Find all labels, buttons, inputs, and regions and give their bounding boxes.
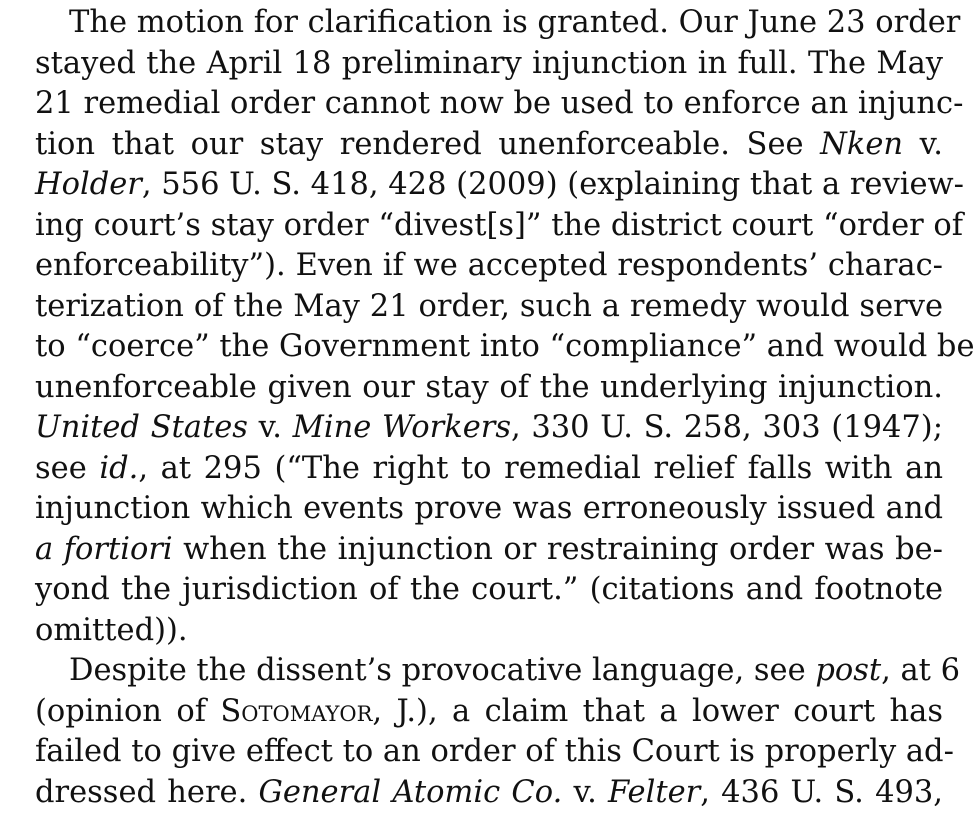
text-run: stayed the April 18 preliminary injunction in full. The May	[35, 45, 943, 81]
text-line	[35, 692, 943, 732]
italic-citation: Nken	[820, 126, 904, 162]
text-run: when the injunction or restraining order was be-	[172, 531, 943, 567]
opinion-page	[35, 0, 975, 812]
text-run: , 436 U. S. 493,	[700, 774, 944, 810]
italic-citation: Felter	[608, 774, 701, 810]
text-line	[35, 287, 943, 327]
text-run: 21 remedial order cannot now be used to enforce an injunc-	[35, 86, 964, 121]
text-run: The motion for clarification is granted. Our June 23 order	[69, 5, 961, 40]
text-run: to “coerce” the Government into “compliance” and would be	[35, 329, 975, 364]
text-line	[35, 3, 961, 43]
text-line	[35, 408, 943, 448]
text-run: unenforceable given our stay of the underlying injunction.	[35, 369, 943, 405]
italic-citation: United States	[35, 410, 248, 445]
italic-citation: a fortiori	[35, 531, 173, 567]
text-line	[35, 611, 943, 651]
small-caps-name: Sotomayor	[220, 693, 373, 729]
text-run: failed to give effect to an order of this Court is properly ad-	[35, 734, 954, 769]
text-line	[35, 773, 943, 813]
text-line	[35, 368, 943, 408]
text-run: yond the jurisdiction of the court.” (citations and footnote	[35, 572, 943, 607]
text-line	[35, 530, 943, 570]
italic-citation: Mine Workers	[292, 410, 511, 445]
text-line	[35, 449, 943, 489]
text-run: (opinion of	[35, 693, 221, 729]
text-run: tion that our stay rendered unenforceable. See	[35, 126, 821, 162]
text-run: v.	[903, 126, 943, 162]
text-run: dressed here.	[35, 774, 259, 810]
text-run: Despite the dissent’s provocative language, see	[69, 653, 816, 688]
italic-citation: post	[815, 653, 882, 688]
text-line	[35, 125, 943, 165]
text-line	[35, 570, 943, 610]
text-run: , at 295 (“The right to remedial relief falls with an	[138, 450, 943, 486]
text-line	[35, 327, 975, 367]
text-line	[35, 246, 943, 286]
text-line	[35, 651, 961, 691]
italic-citation: Holder	[35, 167, 142, 202]
text-run: enforceability”). Even if we accepted respondents’ charac-	[35, 248, 943, 283]
text-run: injunction which events prove was erroneously issued and	[35, 491, 943, 526]
text-line	[35, 165, 964, 205]
text-line	[35, 489, 943, 529]
text-run: terization of the May 21 order, such a remedy would serve	[35, 288, 943, 324]
text-line	[35, 732, 954, 772]
text-run: , at 6	[881, 653, 961, 688]
text-line	[35, 44, 943, 84]
text-run: v.	[562, 774, 609, 810]
text-run: , 330 U. S. 258, 303 (1947);	[510, 410, 943, 445]
text-run: v.	[247, 410, 293, 445]
italic-citation: id.	[99, 450, 139, 486]
text-line	[35, 206, 964, 246]
text-run: see	[35, 450, 100, 486]
text-run: , J.), a claim that a lower court has	[372, 693, 943, 729]
text-run: omitted)).	[35, 612, 188, 648]
text-run: ing court’s stay order “divest[s]” the district court “order of	[35, 207, 964, 243]
text-line	[35, 84, 964, 124]
italic-citation: General Atomic Co.	[258, 774, 563, 810]
text-run: , 556 U. S. 418, 428 (2009) (explaining that a review-	[141, 167, 964, 202]
